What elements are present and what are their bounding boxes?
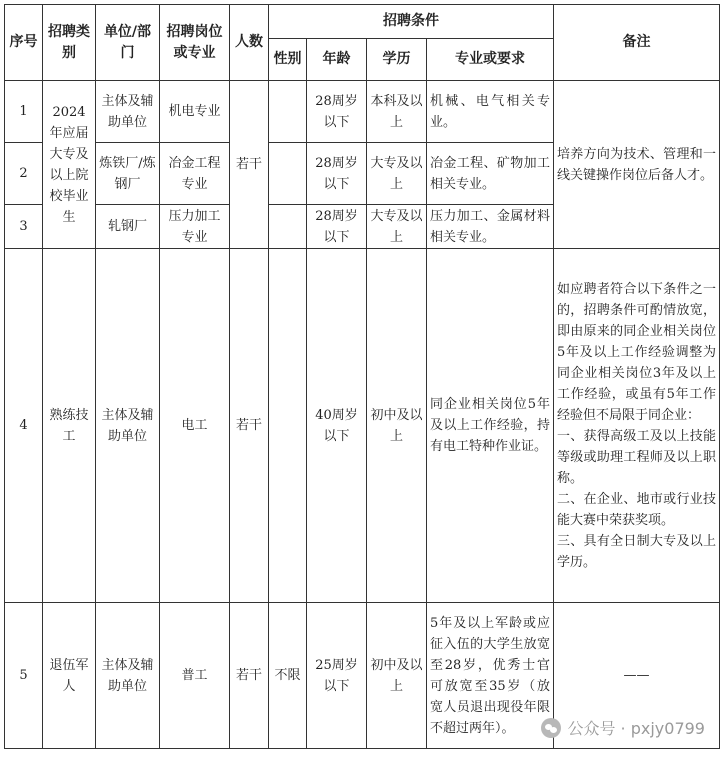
education-cell: 大专及以上 bbox=[367, 143, 427, 205]
table-row bbox=[5, 249, 720, 603]
seq-cell: 2 bbox=[5, 143, 43, 205]
header-remarks: 备注 bbox=[554, 5, 720, 81]
category-cell: 熟练技工 bbox=[43, 249, 96, 603]
watermark-text: 公众号 · pxjy0799 bbox=[567, 719, 705, 738]
age-cell: 28周岁以下 bbox=[307, 205, 367, 249]
seq-cell: 3 bbox=[5, 205, 43, 249]
category-cell: 2024年应届大专及以上院校毕业生 bbox=[43, 81, 96, 249]
age-cell: 25周岁以下 bbox=[307, 603, 367, 749]
requirement-cell: 同企业相关岗位5年及以上工作经验，持有电工特种作业证。 bbox=[427, 249, 554, 603]
header-requirement: 专业或要求 bbox=[427, 39, 554, 81]
seq-cell: 4 bbox=[5, 249, 43, 603]
unit-cell: 主体及辅助单位 bbox=[96, 603, 160, 749]
age-cell: 28周岁以下 bbox=[307, 81, 367, 143]
education-cell: 初中及以上 bbox=[367, 603, 427, 749]
education-cell: 本科及以上 bbox=[367, 81, 427, 143]
education-cell: 大专及以上 bbox=[367, 205, 427, 249]
position-cell: 普工 bbox=[160, 603, 230, 749]
requirement-cell: 5年及以上军龄或应征入伍的大学生放宽至28岁，优秀士官可放宽至35岁（放宽人员退出现役年限不超过两年）。 bbox=[427, 603, 554, 749]
gender-cell bbox=[269, 143, 307, 205]
remarks-cell: 如应聘者符合以下条件之一的，招聘条件可酌情放宽，即由原来的同企业相关岗位5年及以上工作经验调整为同企业相关岗位3年及以上工作经验，或虽有5年工作经验但不局限于同企业： 一、获得高级工及以上技能等级或助理工程师及以上职称。 二、在企业、地市或行业技能大赛中荣获奖项。 三、具有全日制大专及以上学历。 bbox=[554, 249, 720, 603]
header-category: 招聘类别 bbox=[43, 5, 96, 81]
age-cell: 40周岁以下 bbox=[307, 249, 367, 603]
gender-cell bbox=[269, 249, 307, 603]
unit-cell: 轧钢厂 bbox=[96, 205, 160, 249]
count-cell: 若干 bbox=[230, 603, 269, 749]
header-unit: 单位/部门 bbox=[96, 5, 160, 81]
header-count: 人数 bbox=[230, 5, 269, 81]
remarks-cell: 培养方向为技术、管理和一线关键操作岗位后备人才。 bbox=[554, 81, 720, 249]
unit-cell: 主体及辅助单位 bbox=[96, 81, 160, 143]
education-cell: 初中及以上 bbox=[367, 249, 427, 603]
table-row bbox=[5, 81, 720, 143]
header-position: 招聘岗位或专业 bbox=[160, 5, 230, 81]
requirement-cell: 冶金工程、矿物加工相关专业。 bbox=[427, 143, 554, 205]
header-gender: 性别 bbox=[269, 39, 307, 81]
remarks-cell: —— bbox=[554, 603, 720, 749]
seq-cell: 1 bbox=[5, 81, 43, 143]
requirement-cell: 压力加工、金属材料相关专业。 bbox=[427, 205, 554, 249]
recruitment-table bbox=[4, 4, 720, 749]
wechat-icon bbox=[541, 718, 561, 738]
position-cell: 压力加工专业 bbox=[160, 205, 230, 249]
count-cell: 若干 bbox=[230, 81, 269, 249]
age-cell: 28周岁以下 bbox=[307, 143, 367, 205]
header-age: 年龄 bbox=[307, 39, 367, 81]
category-cell: 退伍军人 bbox=[43, 603, 96, 749]
gender-cell bbox=[269, 205, 307, 249]
unit-cell: 主体及辅助单位 bbox=[96, 249, 160, 603]
position-cell: 电工 bbox=[160, 249, 230, 603]
position-cell: 冶金工程专业 bbox=[160, 143, 230, 205]
header-conditions: 招聘条件 bbox=[269, 5, 554, 39]
header-seq: 序号 bbox=[5, 5, 43, 81]
requirement-cell: 机械、电气相关专业。 bbox=[427, 81, 554, 143]
position-cell: 机电专业 bbox=[160, 81, 230, 143]
count-cell: 若干 bbox=[230, 249, 269, 603]
unit-cell: 炼铁厂/炼钢厂 bbox=[96, 143, 160, 205]
gender-cell: 不限 bbox=[269, 603, 307, 749]
watermark bbox=[541, 716, 705, 739]
gender-cell bbox=[269, 81, 307, 143]
seq-cell: 5 bbox=[5, 603, 43, 749]
header-education: 学历 bbox=[367, 39, 427, 81]
